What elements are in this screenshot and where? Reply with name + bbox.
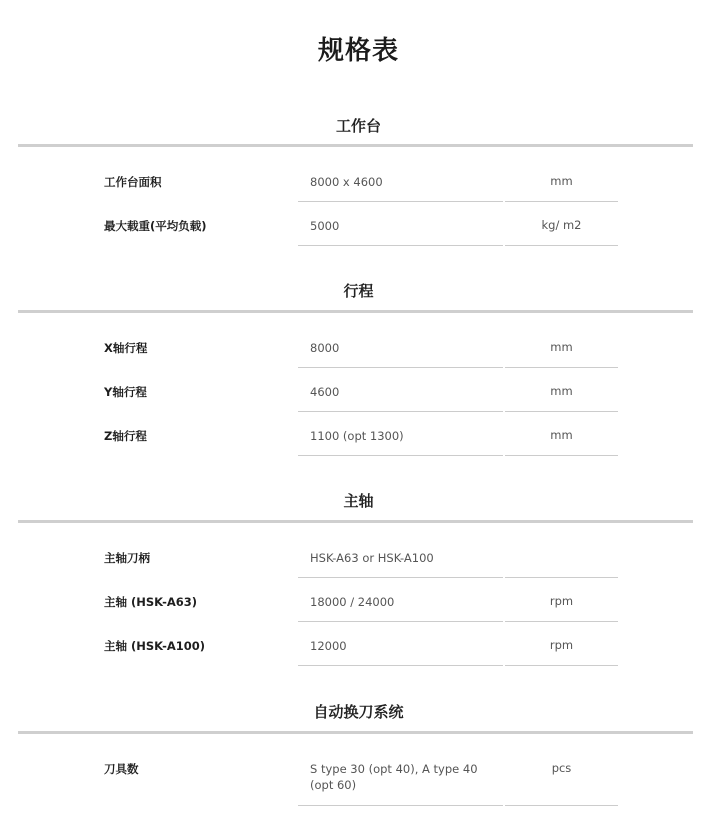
table-row (0, 751, 717, 811)
table-row (0, 330, 717, 374)
row-divider (505, 665, 618, 666)
page-title: 规格表 (317, 36, 399, 66)
spec-unit: pcs (551, 761, 572, 775)
spec-value: 18000 / 24000 (310, 595, 395, 609)
spec-label: 工作台面积 (104, 175, 162, 189)
section-worktable (0, 114, 717, 138)
section-divider (18, 310, 693, 313)
section-divider (18, 731, 693, 734)
row-divider (505, 621, 618, 622)
spec-label: Z轴行程 (104, 429, 147, 443)
row-divider (505, 245, 618, 246)
row-divider (298, 245, 503, 246)
table-row (0, 628, 717, 672)
row-divider (505, 805, 618, 806)
spec-value: 4600 (310, 385, 340, 399)
spec-value: HSK-A63 or HSK-A100 (310, 551, 434, 565)
spec-label: 主轴 (HSK-A100) (104, 639, 206, 653)
spec-label: 刀具数 (104, 762, 139, 776)
section-travel (0, 279, 717, 303)
table-row (0, 418, 717, 462)
spec-unit: mm (550, 174, 573, 188)
row-divider (505, 367, 618, 368)
section-heading: 行程 (343, 282, 374, 300)
row-divider (298, 411, 503, 412)
spec-label: 最大载重(平均负载) (104, 219, 207, 233)
spec-value: 8000 x 4600 (310, 175, 383, 189)
table-row (0, 374, 717, 418)
row-divider (298, 201, 503, 202)
table-row (0, 584, 717, 628)
spec-label: 主轴刀柄 (104, 551, 150, 565)
section-heading: 主轴 (343, 492, 374, 510)
table-row (0, 164, 717, 208)
spec-value: 12000 (310, 639, 347, 653)
row-divider (505, 577, 618, 578)
spec-unit: mm (550, 384, 573, 398)
section-divider (18, 144, 693, 147)
table-row (0, 540, 717, 584)
spec-label: X轴行程 (104, 341, 148, 355)
section-spindle (0, 489, 717, 513)
spec-unit: mm (550, 428, 573, 442)
section-heading: 工作台 (335, 117, 381, 135)
row-divider (505, 201, 618, 202)
spec-unit: kg/ m2 (541, 218, 582, 232)
row-divider (298, 367, 503, 368)
row-divider (298, 577, 503, 578)
row-divider (298, 665, 503, 666)
spec-label: 主轴 (HSK-A63) (104, 595, 198, 609)
spec-unit: rpm (549, 638, 574, 652)
row-divider (298, 455, 503, 456)
row-divider (298, 621, 503, 622)
row-divider (505, 411, 618, 412)
row-divider (298, 805, 503, 806)
row-divider (505, 455, 618, 456)
spec-value: 1100 (opt 1300) (310, 429, 404, 443)
spec-value: 8000 (310, 341, 340, 355)
section-divider (18, 520, 693, 523)
spec-value: 5000 (310, 219, 340, 233)
spec-value: S type 30 (opt 40), A type 40 (opt 60) (310, 762, 478, 792)
section-atc (0, 700, 717, 724)
section-heading: 自动换刀系统 (313, 703, 404, 721)
spec-label: Y轴行程 (104, 385, 147, 399)
spec-unit: rpm (549, 594, 574, 608)
spec-unit: mm (550, 340, 573, 354)
table-row (0, 208, 717, 252)
